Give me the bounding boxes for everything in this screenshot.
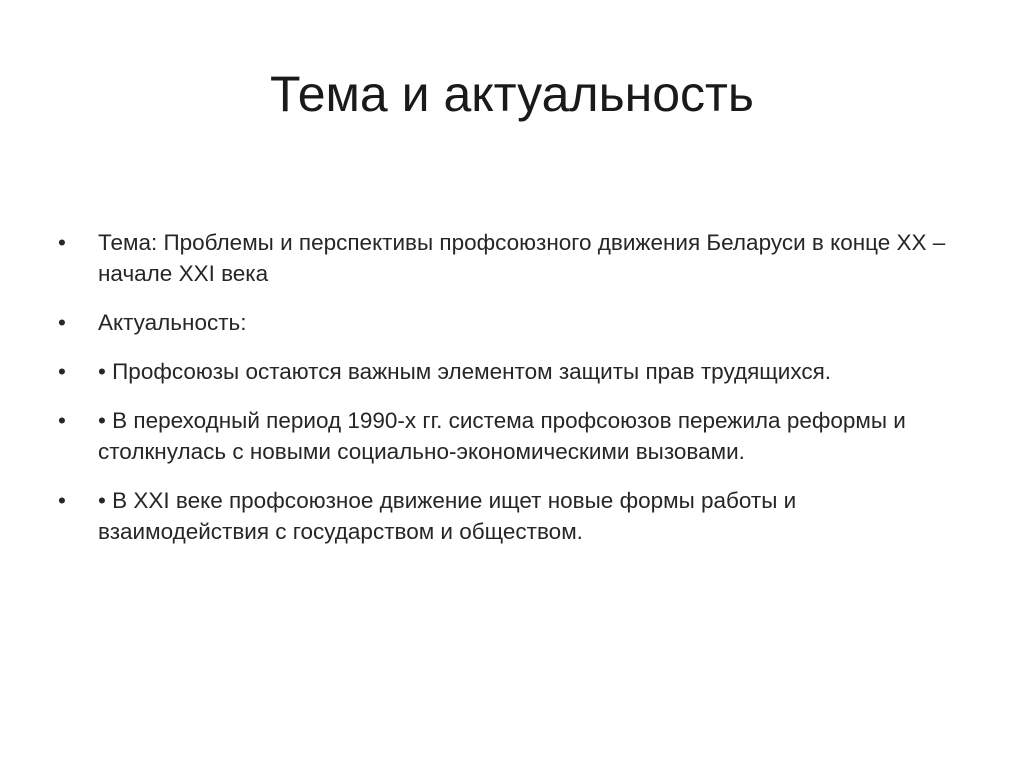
bullet-item-point-2 <box>58 405 958 467</box>
bullet-marker: • <box>58 230 66 255</box>
bullet-item-topic <box>58 227 958 289</box>
bullet-text: • Профсоюзы остаются важным элементом защиты прав трудящихся. <box>98 359 832 384</box>
bullet-text: Актуальность: <box>98 310 247 335</box>
bullet-text: Тема: Проблемы и перспективы профсоюзного движения Беларуси в конце XX – начале XXI века <box>98 230 946 286</box>
bullet-item-point-3 <box>58 485 958 547</box>
bullet-marker: • <box>58 408 66 433</box>
bullet-marker: • <box>58 488 66 513</box>
bullet-item-relevance <box>58 307 958 338</box>
bullet-list <box>58 227 958 565</box>
bullet-text: • В XXI веке профсоюзное движение ищет новые формы работы и взаимодействия с государством и обществом. <box>98 488 797 544</box>
bullet-item-point-1 <box>58 356 958 387</box>
slide-title: Тема и актуальность <box>270 66 754 122</box>
bullet-text: • В переходный период 1990-х гг. система профсоюзов пережила реформы и столкнулась с новыми социально-экономическими вызовами. <box>98 408 906 464</box>
bullet-marker: • <box>58 310 66 335</box>
bullet-marker: • <box>58 359 66 384</box>
